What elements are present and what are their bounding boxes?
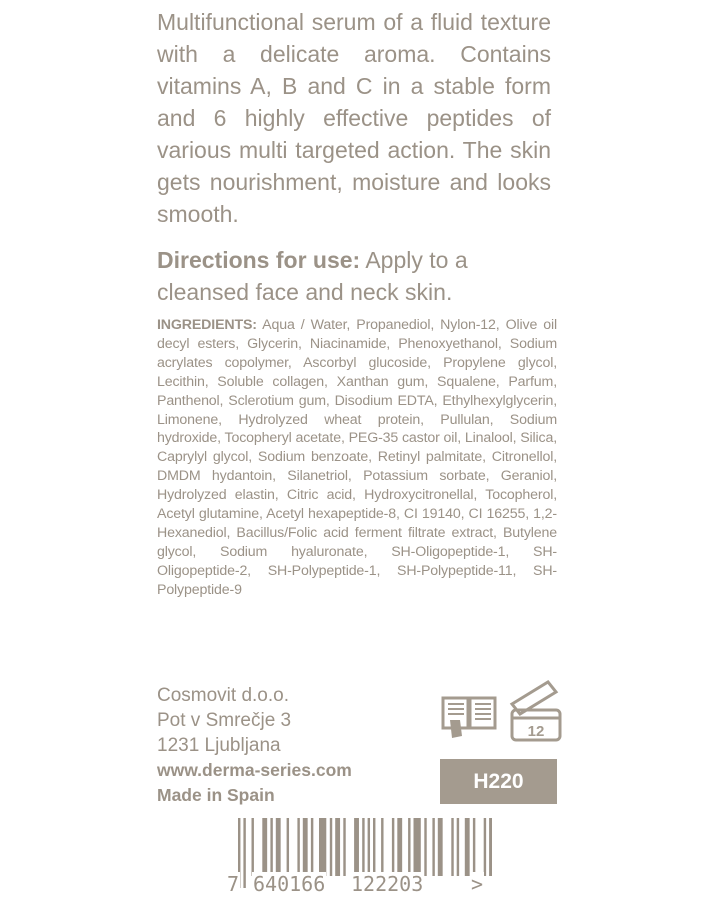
barcode-bar bbox=[408, 818, 410, 876]
barcode-bar bbox=[473, 818, 475, 876]
barcode-bar bbox=[414, 818, 421, 876]
barcode-digits-right: 122203 bbox=[351, 872, 424, 896]
barcode-bar bbox=[335, 818, 340, 876]
manufacturer-info bbox=[157, 683, 427, 808]
ingredients-text: Aqua / Water, Propanediol, Nylon-12, Olive oil decyl esters, Glycerin, Niacinamide, Phenoxyethanol, Sodium acrylates copolymer, Ascorbyl glucoside, Propylene glycol, Lecithin, Soluble collagen, Xanthan gum, Squalene, Parfum, Panthenol, Sclerotium gum, Disodium EDTA, Ethylhexylglycerin, Limonene, Hydrolyzed wheat protein, Pullulan, Sodium hydroxide, Tocopheryl acetate, PEG-35 castor oil, Linalool, Silica, Caprylyl glycol, Sodium benzoate, Retinyl palmitate, Citronellol, DMDM hydantoin, Silanetriol, Potassium sorbate, Geraniol, Hydrolyzed elastin, Citric acid, Hydroxycitronellal, Tocopherol, Acetyl glutamine, Acetyl hexapeptide-8, CI 19140, CI 16255, 1,2-Hexanediol, Bacillus/Folic acid ferment filtrate extract, Butylene glycol, Sodium hyaluronate, SH-Oligopeptide-1, SH-Oligopeptide-2, SH-Polypeptide-1, SH-Polypeptide-11, SH-Polypeptide-9 bbox=[157, 317, 557, 598]
barcode-bar bbox=[276, 818, 281, 876]
manufacturer-name: Cosmovit d.o.o. bbox=[157, 685, 289, 706]
barcode-bar bbox=[343, 818, 345, 876]
directions-for-use bbox=[157, 244, 551, 308]
barcode-bar bbox=[451, 818, 453, 876]
barcode-bar bbox=[303, 818, 308, 876]
barcode-bar bbox=[397, 818, 402, 876]
barcode-bar bbox=[424, 818, 426, 876]
open-jar-pao-icon bbox=[504, 676, 564, 746]
barcode-bar bbox=[368, 818, 370, 876]
barcode-bar bbox=[484, 818, 486, 876]
barcode-bar bbox=[330, 818, 332, 876]
directions-label: Directions for use: bbox=[157, 247, 361, 273]
barcode-digits bbox=[226, 872, 496, 900]
barcode-bar bbox=[489, 818, 492, 876]
barcode-bar bbox=[354, 818, 359, 876]
barcode-bar bbox=[311, 818, 313, 876]
barcode-bar bbox=[438, 818, 443, 876]
directions-text: Apply to a cleansed face and neck skin. bbox=[157, 247, 468, 305]
product-description: Multifunctional serum of a fluid texture with a delicate aroma. Contains vitamins A, B and C in a stable form and 6 highly effective peptides of various multi targeted action. The skin gets nourishment, moisture and looks smooth. bbox=[157, 9, 551, 227]
barcode-bar bbox=[287, 818, 289, 876]
barcode-bar bbox=[373, 818, 375, 876]
ingredients-list bbox=[157, 316, 557, 600]
barcode-bar bbox=[270, 818, 272, 876]
label-symbols bbox=[440, 676, 558, 746]
country-of-origin: Made in Spain bbox=[157, 785, 275, 805]
barcode-bar bbox=[362, 818, 364, 876]
barcode-end-mark: > bbox=[471, 872, 484, 896]
barcode-digit-first: 7 bbox=[227, 872, 240, 896]
barcode-digits-left: 640166 bbox=[253, 872, 326, 896]
barcode-bar bbox=[432, 818, 434, 876]
barcode-bar bbox=[457, 818, 459, 876]
barcode-bar bbox=[262, 818, 267, 876]
barcode-bar bbox=[297, 818, 299, 876]
ingredients-label: INGREDIENTS: bbox=[157, 317, 257, 333]
batch-code-badge: H220 bbox=[440, 759, 557, 804]
website-link: www.derma-series.com bbox=[157, 760, 352, 780]
manufacturer-city: 1231 Ljubljana bbox=[157, 735, 281, 756]
barcode-bar bbox=[252, 818, 254, 876]
manufacturer-street: Pot v Smrečje 3 bbox=[157, 710, 292, 731]
pao-months: 12 bbox=[527, 723, 545, 740]
barcode-bar bbox=[319, 818, 326, 876]
barcode-bar bbox=[465, 818, 470, 876]
